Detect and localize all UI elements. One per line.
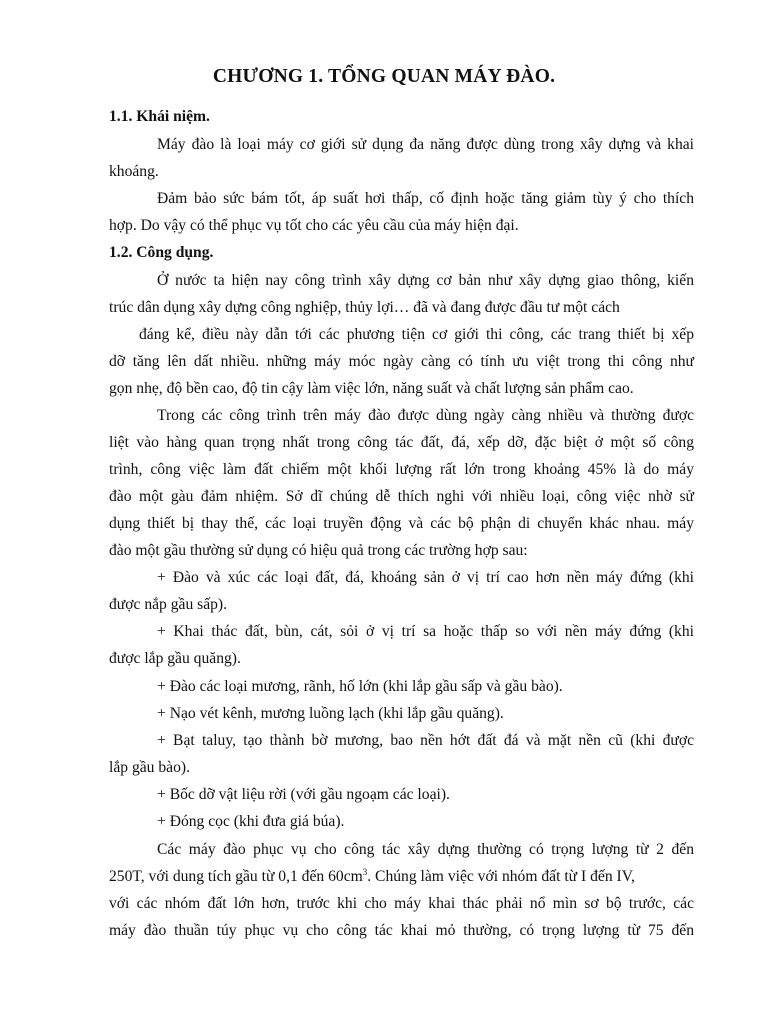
paragraph-line: với các nhóm đất lớn hơn, trước khi cho máy khai thác phải nổ mìn sơ bộ trước, các bbox=[109, 895, 694, 912]
text-run: . Chúng làm việc với nhóm đất từ I đến IV, bbox=[367, 868, 635, 885]
paragraph-line: khoáng. bbox=[109, 163, 159, 180]
paragraph-line: máy đào thuần túy phục vụ cho công tác khai mỏ thường, có trọng lượng từ 75 đến bbox=[109, 922, 694, 939]
paragraph-line: Đảm bảo sức bám tốt, áp suất hơi thấp, cố định hoặc tăng giảm tùy ý cho thích bbox=[157, 190, 694, 207]
paragraph-line: hợp. Do vậy có thể phục vụ tốt cho các yêu cầu của máy hiện đại. bbox=[109, 217, 519, 234]
paragraph-line: trúc dân dụng xây dựng công nghiệp, thủy lợi… đã và đang được đầu tư một cách bbox=[109, 299, 620, 316]
paragraph-line: trình, công việc làm đất chiếm một khối lượng rất lớn trong khoảng 45% là do máy bbox=[109, 461, 694, 478]
bullet-item: + Nạo vét kênh, mương luồng lạch (khi lắp gầu quăng). bbox=[157, 705, 504, 722]
bullet-item: + Bốc dỡ vật liệu rời (với gầu ngoạm các loại). bbox=[157, 786, 450, 803]
bullet-item: + Bạt taluy, tạo thành bờ mương, bao nền hớt đất đá và mặt nền cũ (khi được bbox=[157, 732, 694, 749]
paragraph-line: Ở nước ta hiện nay công trình xây dựng cơ bản như xây dựng giao thông, kiến bbox=[157, 272, 694, 289]
paragraph-line: dỡ tăng lên dất nhiều. những máy móc ngày càng có tính ưu việt trong thi công như bbox=[109, 353, 694, 370]
paragraph-line: Máy đào là loại máy cơ giới sử dụng đa năng được dùng trong xây dựng và khai bbox=[157, 136, 694, 153]
paragraph-line: đào một gàu đảm nhiệm. Sở dĩ chúng dễ thích nghi với nhiều loại, công việc nhờ sử bbox=[109, 488, 694, 505]
text-run: 250T, với dung tích gầu từ 0,1 đến 60cm bbox=[109, 868, 363, 885]
bullet-continuation: lắp gầu bào). bbox=[109, 759, 190, 776]
paragraph-line: gọn nhẹ, độ bền cao, độ tin cậy làm việc lớn, năng suất và chất lượng sản phẩm cao. bbox=[109, 380, 634, 397]
paragraph-line: liệt vào hàng quan trọng nhất trong công tác đất, đá, xếp dỡ, đặc biệt ở một số công bbox=[109, 434, 694, 451]
paragraph-line: Các máy đào phục vụ cho công tác xây dựng thường có trọng lượng từ 2 đến bbox=[157, 841, 694, 858]
paragraph-line: dụng thiết bị thay thế, các loại truyền động và các bộ phận di chuyển khác nhau. máy bbox=[109, 515, 694, 532]
paragraph-line: đáng kể, điều này dẫn tới các phương tiện cơ giới thi công, các trang thiết bị xếp bbox=[139, 326, 694, 343]
bullet-continuation: được lắp gầu quăng). bbox=[109, 650, 241, 667]
section-heading-1-2: 1.2. Công dụng. bbox=[109, 244, 214, 261]
superscript: 3 bbox=[362, 867, 368, 877]
bullet-item: + Đào các loại mương, rãnh, hố lớn (khi lắp gầu sấp và gầu bào). bbox=[157, 678, 563, 695]
bullet-item: + Khai thác đất, bùn, cát, sỏi ở vị trí sa hoặc thấp so với nền máy đứng (khi bbox=[157, 623, 694, 640]
bullet-item: + Đào và xúc các loại đất, đá, khoáng sản ở vị trí cao hơn nền máy đứng (khi bbox=[157, 569, 694, 586]
bullet-item: + Đóng cọc (khi đưa giá búa). bbox=[157, 813, 345, 830]
bullet-continuation: được nắp gầu sấp). bbox=[109, 596, 228, 613]
paragraph-line bbox=[109, 867, 694, 887]
paragraph-line: đào một gầu thường sử dụng có hiệu quả trong các trường hợp sau: bbox=[109, 542, 528, 559]
section-heading-1-1: 1.1. Khái niệm. bbox=[109, 108, 210, 125]
paragraph-line: Trong các công trình trên máy đào được dùng ngày càng nhiều và thường được bbox=[157, 407, 694, 424]
chapter-title: CHƯƠNG 1. TỔNG QUAN MÁY ĐÀO. bbox=[212, 66, 556, 87]
